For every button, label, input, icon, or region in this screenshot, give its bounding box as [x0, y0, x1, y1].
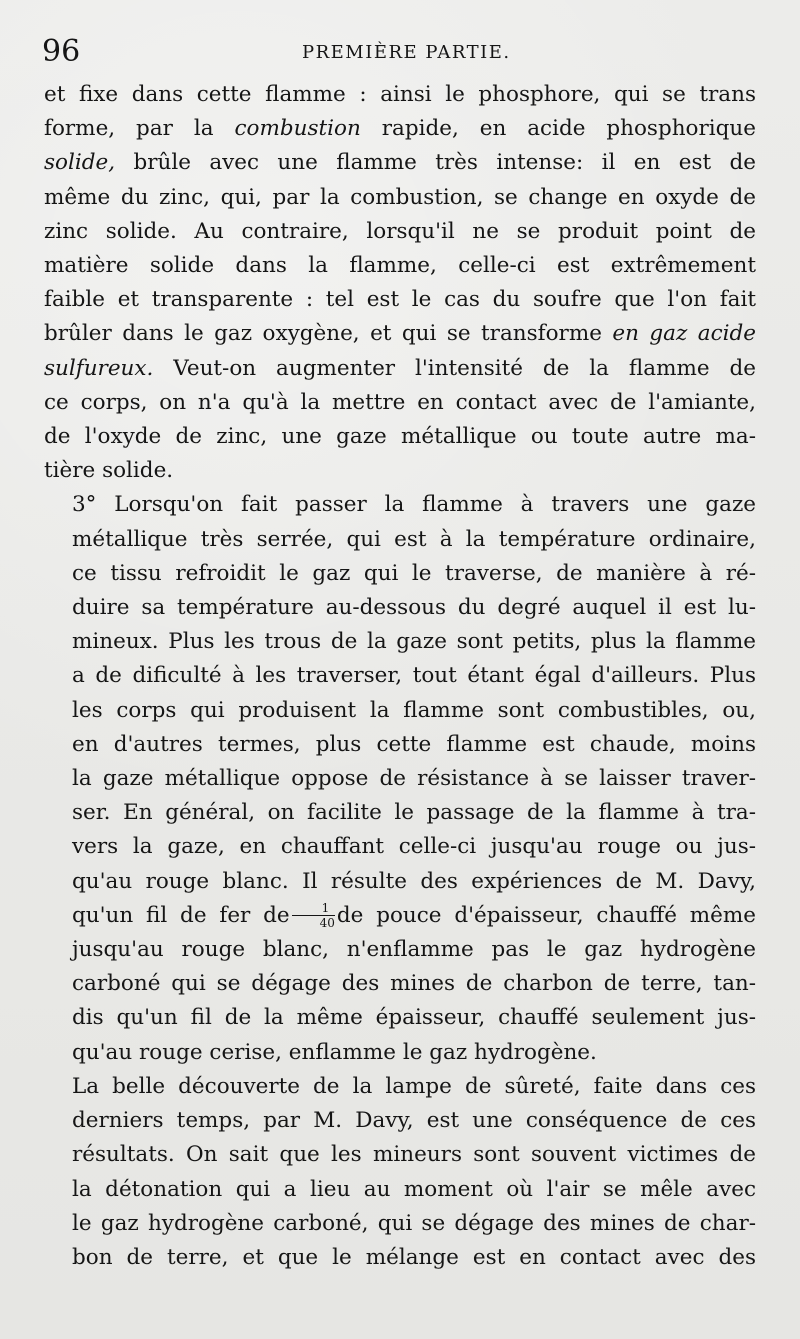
text-line-4: même du zinc, qui, par la combustion, se change en oxyde de	[44, 184, 756, 210]
text-line-8: brûler dans le gaz oxygène, et qui se transforme en gaz acide	[44, 321, 756, 347]
text-line-25: qu'un fil de fer de $\frac{1}{40}$ de pouce d'épaisseur, chauffé même	[72, 901, 756, 931]
text-line-11: de l'oxyde de zinc, une gaze métallique ou toute autre ma-	[44, 424, 756, 450]
text-line-6: matière solide dans la flamme, celle-ci est extrêmement	[44, 253, 756, 279]
text-line-24: qu'au rouge blanc. Il résulte des expériences de M. Davy,	[72, 868, 756, 894]
fraction-one-fortieth: $\frac{1}{40}$	[292, 902, 335, 929]
text-line-21: la gaze métallique oppose de résistance à se laisser traver-	[72, 766, 756, 792]
text-line-16: duire sa température au-dessous du degré auquel il est lu-	[72, 595, 756, 621]
text-line-23: vers la gaze, en chauffant celle-ci jusqu'au rouge ou jus-	[72, 834, 756, 860]
italic-sulfureux: sulfureux.	[44, 355, 154, 381]
text-line-32: résultats. On sait que les mineurs sont souvent victimes de	[72, 1142, 756, 1168]
paragraph-2	[44, 488, 756, 1069]
body-text	[44, 78, 756, 1275]
text-line-14: métallique très serrée, qui est à la température ordinaire,	[72, 526, 756, 552]
running-head	[42, 34, 752, 70]
text-line-31: derniers temps, par M. Davy, est une conséquence de ces	[72, 1108, 756, 1134]
italic-combustion: combustion	[234, 116, 361, 142]
italic-solide: solide,	[44, 150, 116, 176]
text-line-27: carboné qui se dégage des mines de charbon de terre, tan-	[72, 971, 756, 997]
text-line-7: faible et transparente : tel est le cas du soufre que l'on fait	[44, 287, 756, 313]
text-line-28: dis qu'un fil de la même épaisseur, chauffé seulement jus-	[72, 1005, 756, 1031]
paragraph-3	[44, 1070, 756, 1275]
text-line-10: ce corps, on n'a qu'à la mettre en contact avec de l'amiante,	[44, 389, 756, 415]
text-line-33: la détonation qui a lieu au moment où l'air se mêle avec	[72, 1176, 756, 1202]
italic-gaz-acide: en gaz acide	[612, 321, 756, 347]
text-line-12: tière solide.	[44, 458, 174, 484]
text-line-29: qu'au rouge cerise, enflamme le gaz hydrogène.	[72, 1039, 597, 1065]
text-line-18: a de dificulté à les traverser, tout étant égal d'ailleurs. Plus	[72, 663, 756, 689]
text-line-30: La belle découverte de la lampe de sûreté, faite dans ces	[72, 1073, 756, 1099]
text-line-13: 3° Lorsqu'on fait passer la flamme à travers une gaze	[72, 492, 756, 518]
paragraph-1	[44, 78, 756, 488]
text-line-9: sulfureux. Veut-on augmenter l'intensité de la flamme de	[44, 355, 756, 381]
text-line-3: solide, brûle avec une flamme très intense: il en est de	[44, 150, 756, 176]
text-line-19: les corps qui produisent la flamme sont combustibles, ou,	[72, 697, 756, 723]
text-line-34: le gaz hydrogène carboné, qui se dégage des mines de char-	[72, 1210, 756, 1236]
text-line-15: ce tissu refroidit le gaz qui le traverse, de manière à ré-	[72, 560, 756, 586]
text-line-2: forme, par la combustion rapide, en acide phosphorique	[44, 116, 756, 142]
text-line-35: bon de terre, et que le mélange est en contact avec des	[72, 1244, 756, 1270]
section-title: PREMIÈRE PARTIE.	[302, 42, 511, 63]
text-line-5: zinc solide. Au contraire, lorsqu'il ne se produit point de	[44, 218, 756, 244]
text-line-20: en d'autres termes, plus cette flamme est chaude, moins	[72, 731, 756, 757]
text-line-17: mineux. Plus les trous de la gaze sont petits, plus la flamme	[72, 629, 756, 655]
page-number: 96	[42, 34, 81, 69]
text-line-1: et fixe dans cette flamme : ainsi le phosphore, qui se trans	[44, 82, 756, 107]
text-line-26: jusqu'au rouge blanc, n'enflamme pas le gaz hydrogène	[72, 937, 756, 963]
text-line-22: ser. En général, on facilite le passage de la flamme à tra-	[72, 800, 756, 826]
